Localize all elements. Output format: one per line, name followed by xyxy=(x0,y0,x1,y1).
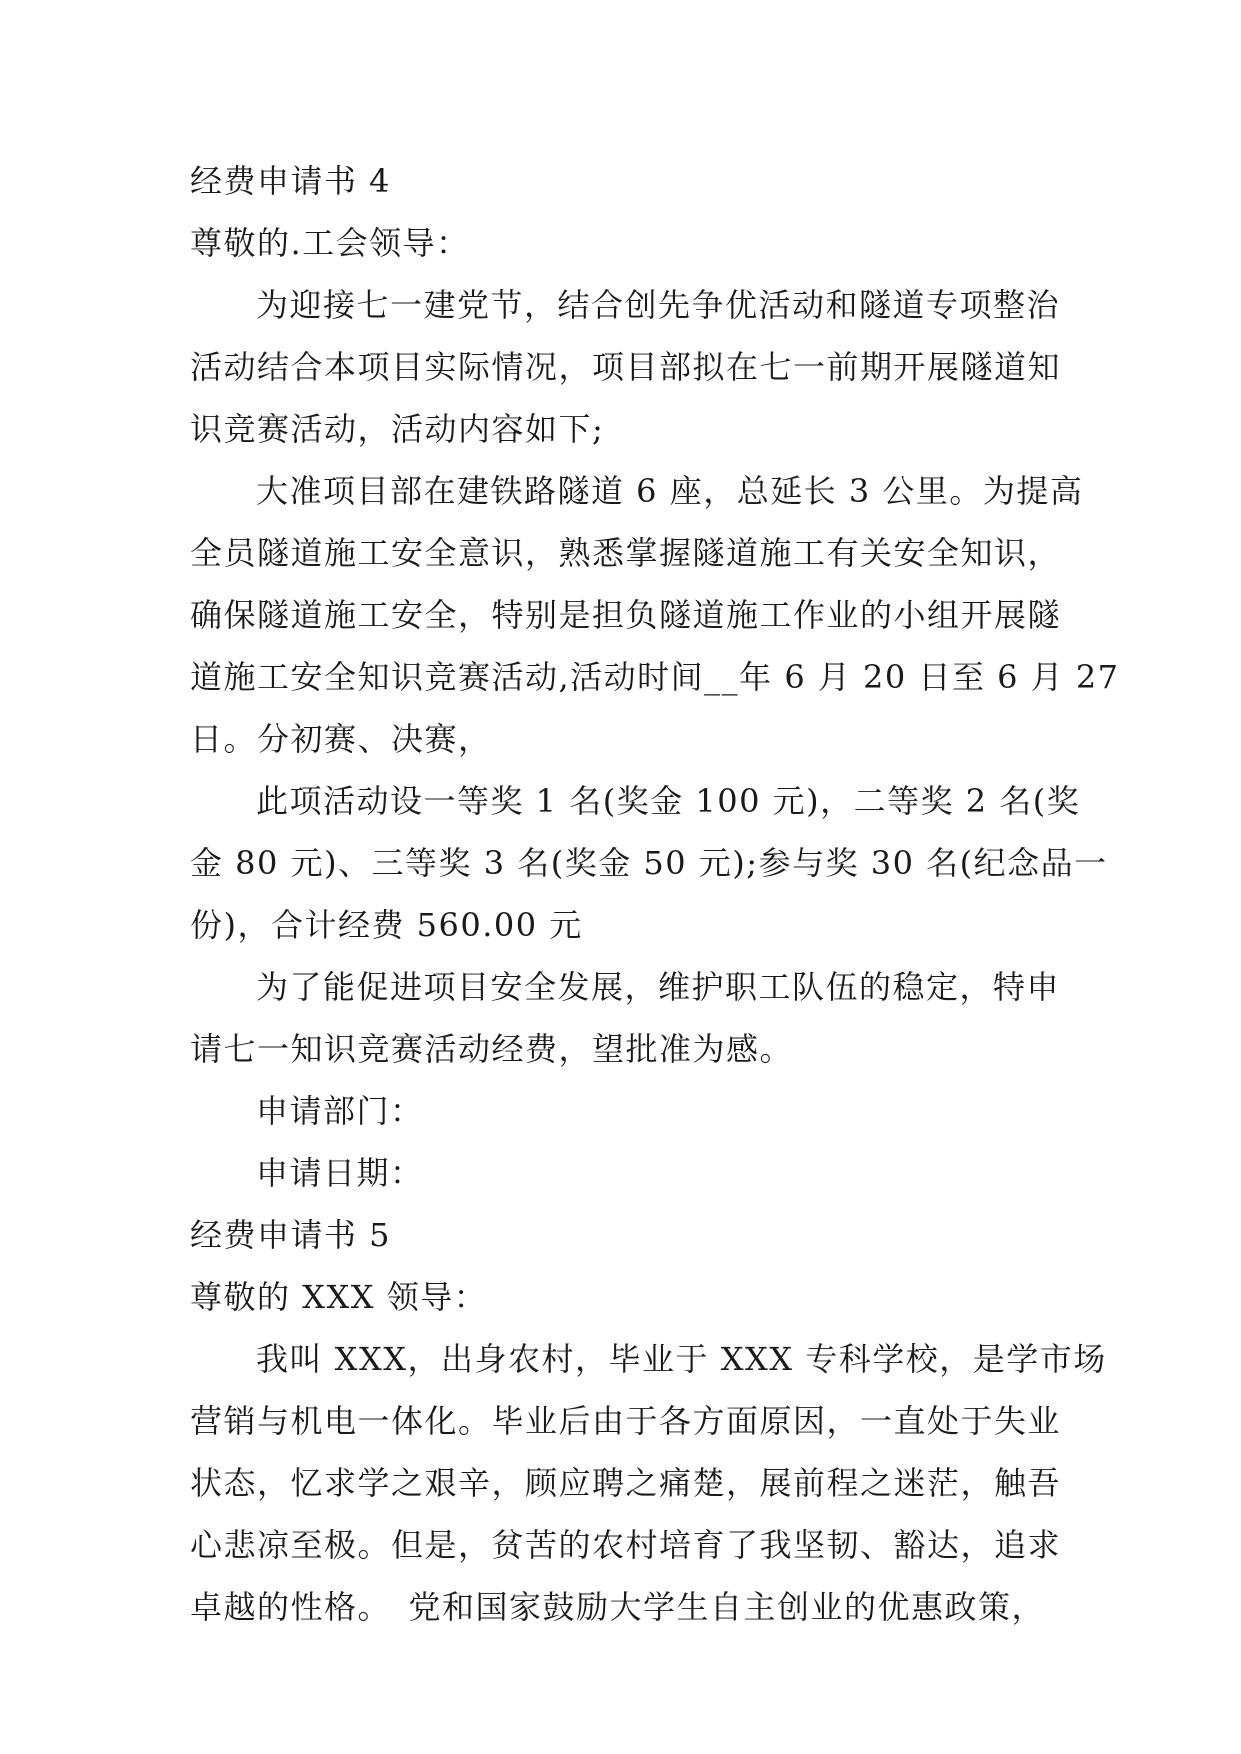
body-line: 道施工安全知识竞赛活动,活动时间__年 6 月 20 日至 6 月 27 xyxy=(190,658,1120,696)
body-line: 活动结合本项目实际情况，项目部拟在七一前期开展隧道知 xyxy=(190,348,1062,386)
body-line: 日。分初赛、决赛， xyxy=(190,720,492,758)
salutation: 尊敬的 XXX 领导： xyxy=(190,1278,488,1316)
body-line: 状态，忆求学之艰辛，顾应聘之痛楚，展前程之迷茫，触吾 xyxy=(190,1464,1062,1502)
section-title: 经费申请书 5 xyxy=(190,1216,392,1254)
salutation: 尊敬的.工会领导： xyxy=(190,224,470,262)
applicant-department-label: 申请部门： xyxy=(256,1092,424,1130)
body-line: 为迎接七一建党节，结合创先争优活动和隧道专项整治 xyxy=(256,286,1061,324)
body-line: 全员隧道施工安全意识，熟悉掌握隧道施工有关安全知识， xyxy=(190,534,1062,572)
application-date-label: 申请日期： xyxy=(256,1154,424,1192)
body-line: 确保隧道施工安全，特别是担负隧道施工作业的小组开展隧 xyxy=(190,596,1062,634)
body-line: 份)，合计经费 560.00 元 xyxy=(190,906,583,944)
document-page xyxy=(190,150,1120,1638)
section-title: 经费申请书 4 xyxy=(190,162,392,200)
body-line: 心悲凉至极。但是，贫苦的农村培育了我坚韧、豁达，追求 xyxy=(190,1526,1062,1564)
body-line: 金 80 元)、三等奖 3 名(奖金 50 元);参与奖 30 名(纪念品一 xyxy=(190,844,1108,882)
body-line: 为了能促进项目安全发展，维护职工队伍的稳定，特申 xyxy=(256,968,1061,1006)
body-line: 请七一知识竞赛活动经费，望批准为感。 xyxy=(190,1030,794,1068)
body-line: 营销与机电一体化。毕业后由于各方面原因，一直处于失业 xyxy=(190,1402,1062,1440)
body-line: 卓越的性格。 党和国家鼓励大学生自主创业的优惠政策， xyxy=(190,1588,1046,1626)
body-line: 大准项目部在建铁路隧道 6 座，总延长 3 公里。为提高 xyxy=(256,472,1084,510)
body-line: 此项活动设一等奖 1 名(奖金 100 元)，二等奖 2 名(奖 xyxy=(256,782,1081,820)
body-line: 识竞赛活动，活动内容如下; xyxy=(190,410,605,448)
body-line: 我叫 XXX，出身农村，毕业于 XXX 专科学校，是学市场 xyxy=(256,1340,1107,1378)
